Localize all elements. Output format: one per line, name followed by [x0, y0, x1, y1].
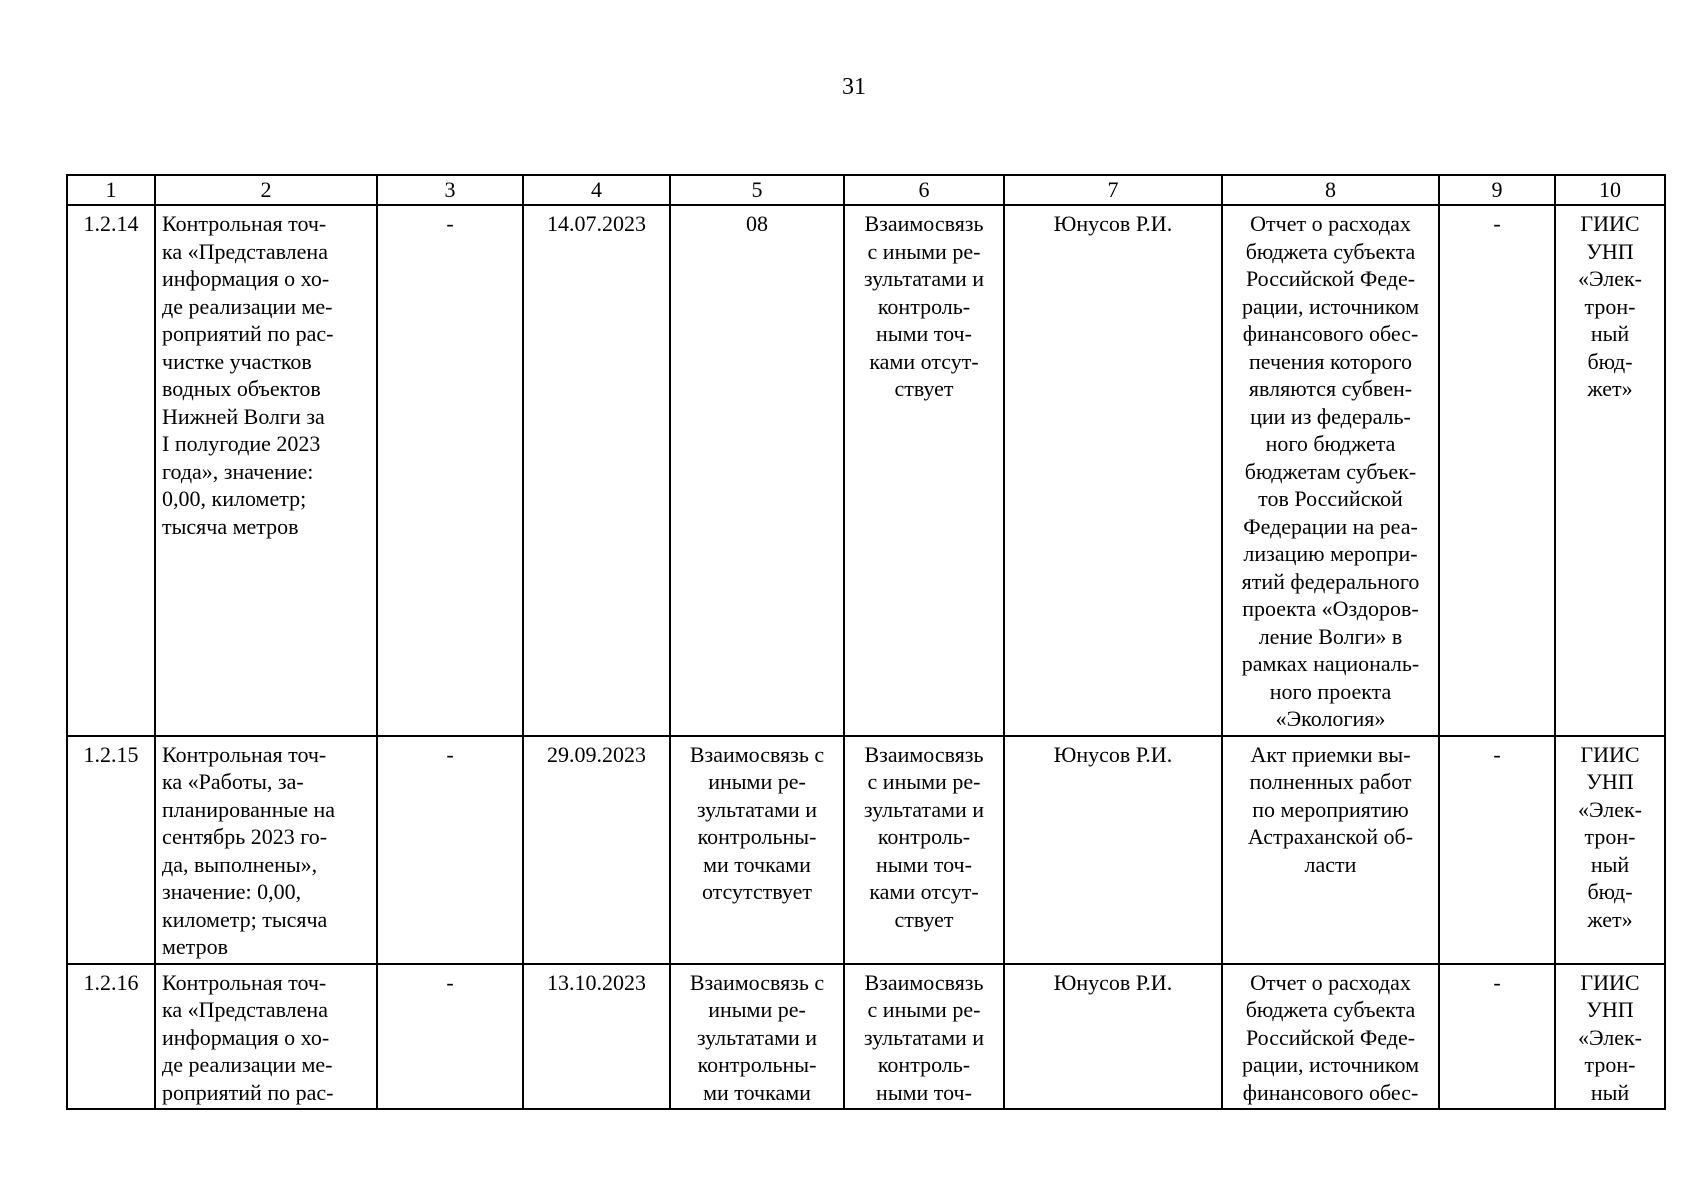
row-number: 1.2.16	[67, 964, 155, 1110]
page-number: 31	[842, 74, 866, 100]
cell-col3: -	[377, 205, 523, 736]
information-system: ГИИС УНП «Элек- трон- ный бюд- жет»	[1555, 736, 1665, 964]
column-header: 1	[67, 175, 155, 205]
cell-col5: 08	[670, 205, 844, 736]
cell-col6: Взаимосвязь с иными ре- зультатами и контроль- ными точ- ками отсут- ствует	[844, 205, 1004, 736]
column-header: 7	[1004, 175, 1222, 205]
column-header: 10	[1555, 175, 1665, 205]
cell-col9: -	[1439, 736, 1555, 964]
checkpoint-name: Контрольная точ- ка «Представлена информация о хо- де реализации ме- роприятий по рас- чистке участков водных объектов Нижней Волги за I полугодие 2023 года», значение: 0,00, километр; тысяча метров	[155, 205, 377, 736]
table-row	[67, 964, 1665, 1110]
cell-col5: Взаимосвязь с иными ре- зультатами и контрольны- ми точками	[670, 964, 844, 1110]
row-number: 1.2.15	[67, 736, 155, 964]
checkpoint-name: Контрольная точ- ка «Представлена информация о хо- де реализации ме- роприятий по рас-	[155, 964, 377, 1110]
cell-col6: Взаимосвязь с иными ре- зультатами и контроль- ными точ-	[844, 964, 1004, 1110]
information-system: ГИИС УНП «Элек- трон- ный	[1555, 964, 1665, 1110]
table-row	[67, 736, 1665, 964]
column-header: 4	[523, 175, 670, 205]
cell-col6: Взаимосвязь с иными ре- зультатами и контроль- ными точ- ками отсут- ствует	[844, 736, 1004, 964]
confirming-document: Отчет о расходах бюджета субъекта Российской Феде- рации, источником финансового обес-	[1222, 964, 1439, 1110]
table-row	[67, 205, 1665, 736]
cell-col9: -	[1439, 205, 1555, 736]
checkpoint-date: 29.09.2023	[523, 736, 670, 964]
confirming-document: Акт приемки вы- полненных работ по мероприятию Астраханской об- ласти	[1222, 736, 1439, 964]
checkpoint-name: Контрольная точ- ка «Работы, за- планированные на сентябрь 2023 го- да, выполнены», значение: 0,00, километр; тысяча метров	[155, 736, 377, 964]
responsible-person: Юнусов Р.И.	[1004, 964, 1222, 1110]
column-header: 9	[1439, 175, 1555, 205]
column-header: 8	[1222, 175, 1439, 205]
column-header: 5	[670, 175, 844, 205]
column-header: 2	[155, 175, 377, 205]
column-number-row	[67, 175, 1665, 205]
checkpoint-date: 13.10.2023	[523, 964, 670, 1110]
cell-col3: -	[377, 964, 523, 1110]
cell-col5: Взаимосвязь с иными ре- зультатами и контрольны- ми точками отсутствует	[670, 736, 844, 964]
cell-col9: -	[1439, 964, 1555, 1110]
information-system: ГИИС УНП «Элек- трон- ный бюд- жет»	[1555, 205, 1665, 736]
cell-col3: -	[377, 736, 523, 964]
column-header: 6	[844, 175, 1004, 205]
checkpoint-date: 14.07.2023	[523, 205, 670, 736]
data-table	[66, 174, 1666, 1110]
row-number: 1.2.14	[67, 205, 155, 736]
confirming-document: Отчет о расходах бюджета субъекта Российской Феде- рации, источником финансового обес- печения которого являются субвен- ции из федераль- ного бюджета бюджетам субъек- тов Российской Федерации на реа- лизацию меропри- ятий федерального проекта «Оздоров- ление Волги» в рамках националь- ного проекта «Экология»	[1222, 205, 1439, 736]
column-header: 3	[377, 175, 523, 205]
responsible-person: Юнусов Р.И.	[1004, 736, 1222, 964]
responsible-person: Юнусов Р.И.	[1004, 205, 1222, 736]
